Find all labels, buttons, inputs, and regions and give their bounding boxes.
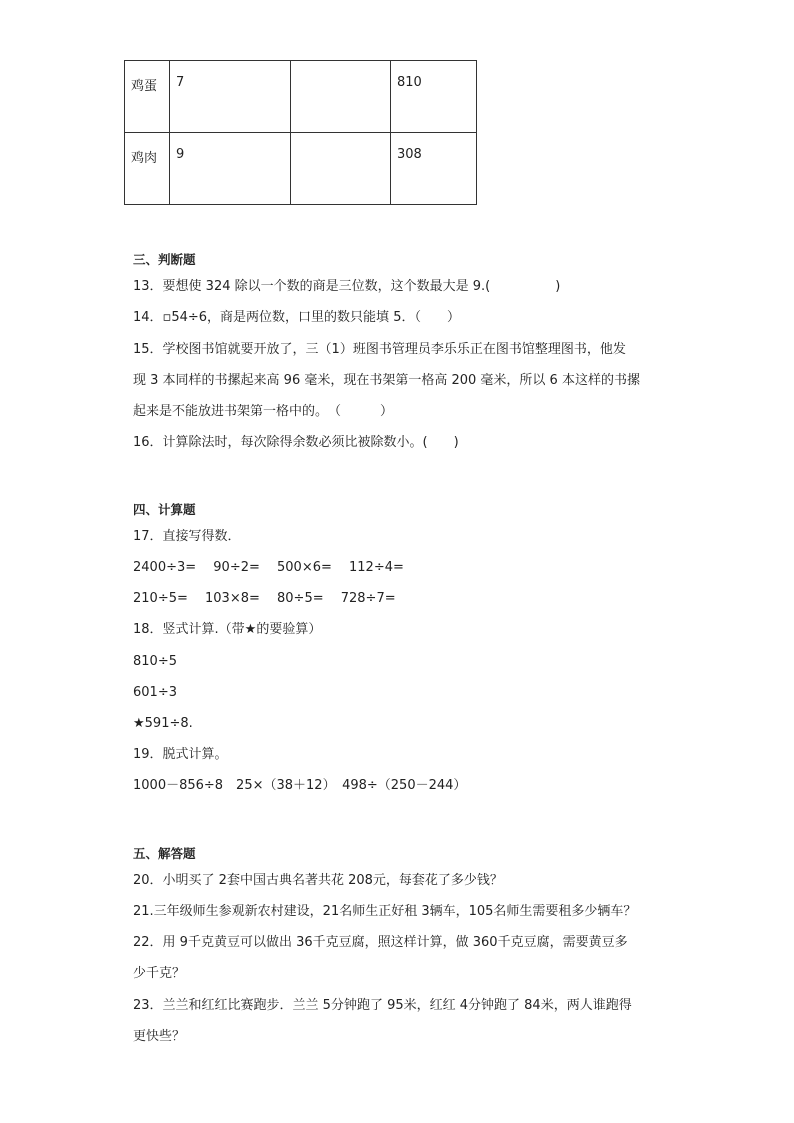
section-heading: 三、判断题 [133, 252, 196, 267]
section-heading: 四、计算题 [133, 502, 196, 517]
table-cell: 7 [170, 61, 291, 133]
question-15-line-1: 15．学校图书馆就要开放了，三（1）班图书管理员李乐乐正在图书馆整理图书，他发 [133, 342, 626, 357]
question-23-line-1: 23．兰兰和红红比赛跑步．兰兰 5分钟跑了 95米，红红 4分钟跑了 84米，两人谁跑得 [133, 998, 632, 1013]
table-row [125, 61, 477, 133]
question-17-row-1: 2400÷3= 90÷2= 500×6= 112÷4= [133, 560, 404, 575]
question-13: 13．要想使 324 除以一个数的商是三位数，这个数最大是 9.( ) [133, 279, 561, 294]
question-15-line-3: 起来是不能放进书架第一格中的。 （ ） [133, 404, 394, 419]
question-18-c: ★591÷8. [133, 716, 193, 731]
table-cell: 鸡肉 [125, 133, 170, 205]
table-cell [291, 133, 391, 205]
question-21: 21.三年级师生参观新农村建设，21名师生正好租 3辆车，105名师生需要租多少辆车？ [133, 904, 637, 919]
question-17: 17．直接写得数． [133, 529, 241, 544]
question-19: 19．脱式计算。 [133, 747, 228, 762]
question-18-b: 601÷3 [133, 685, 177, 700]
table-row [125, 133, 477, 205]
question-18: 18．竖式计算.（带★的要验算） [133, 622, 322, 637]
table-cell: 9 [170, 133, 291, 205]
question-23-line-2: 更快些？ [133, 1029, 186, 1044]
table-cell: 308 [391, 133, 477, 205]
question-15-line-2: 现 3 本同样的书摞起来高 96 毫米，现在书架第一格高 200 毫米，所以 6 本这样的书摞 [133, 373, 640, 388]
table-cell [291, 61, 391, 133]
food-table [124, 60, 477, 205]
question-22-line-2: 少千克？ [133, 966, 186, 981]
question-17-row-2: 210÷5= 103×8= 80÷5= 728÷7= [133, 591, 396, 606]
question-16: 16．计算除法时，每次除得余数必须比被除数小。( ) [133, 435, 459, 450]
question-20: 20．小明买了 2套中国古典名著共花 208元，每套花了多少钱？ [133, 873, 503, 888]
section-heading: 五、解答题 [133, 846, 196, 861]
question-19-row: 1000－856÷8 25×（38＋12） 498÷（250－244） [133, 778, 467, 793]
question-22-line-1: 22．用 9千克黄豆可以做出 36千克豆腐，照这样计算，做 360千克豆腐，需要黄豆多 [133, 935, 628, 950]
question-14: 14．▫54÷6，商是两位数，口里的数只能填 5．（ ） [133, 310, 460, 325]
table-cell: 鸡蛋 [125, 61, 170, 133]
table-cell: 810 [391, 61, 477, 133]
question-18-a: 810÷5 [133, 654, 177, 669]
